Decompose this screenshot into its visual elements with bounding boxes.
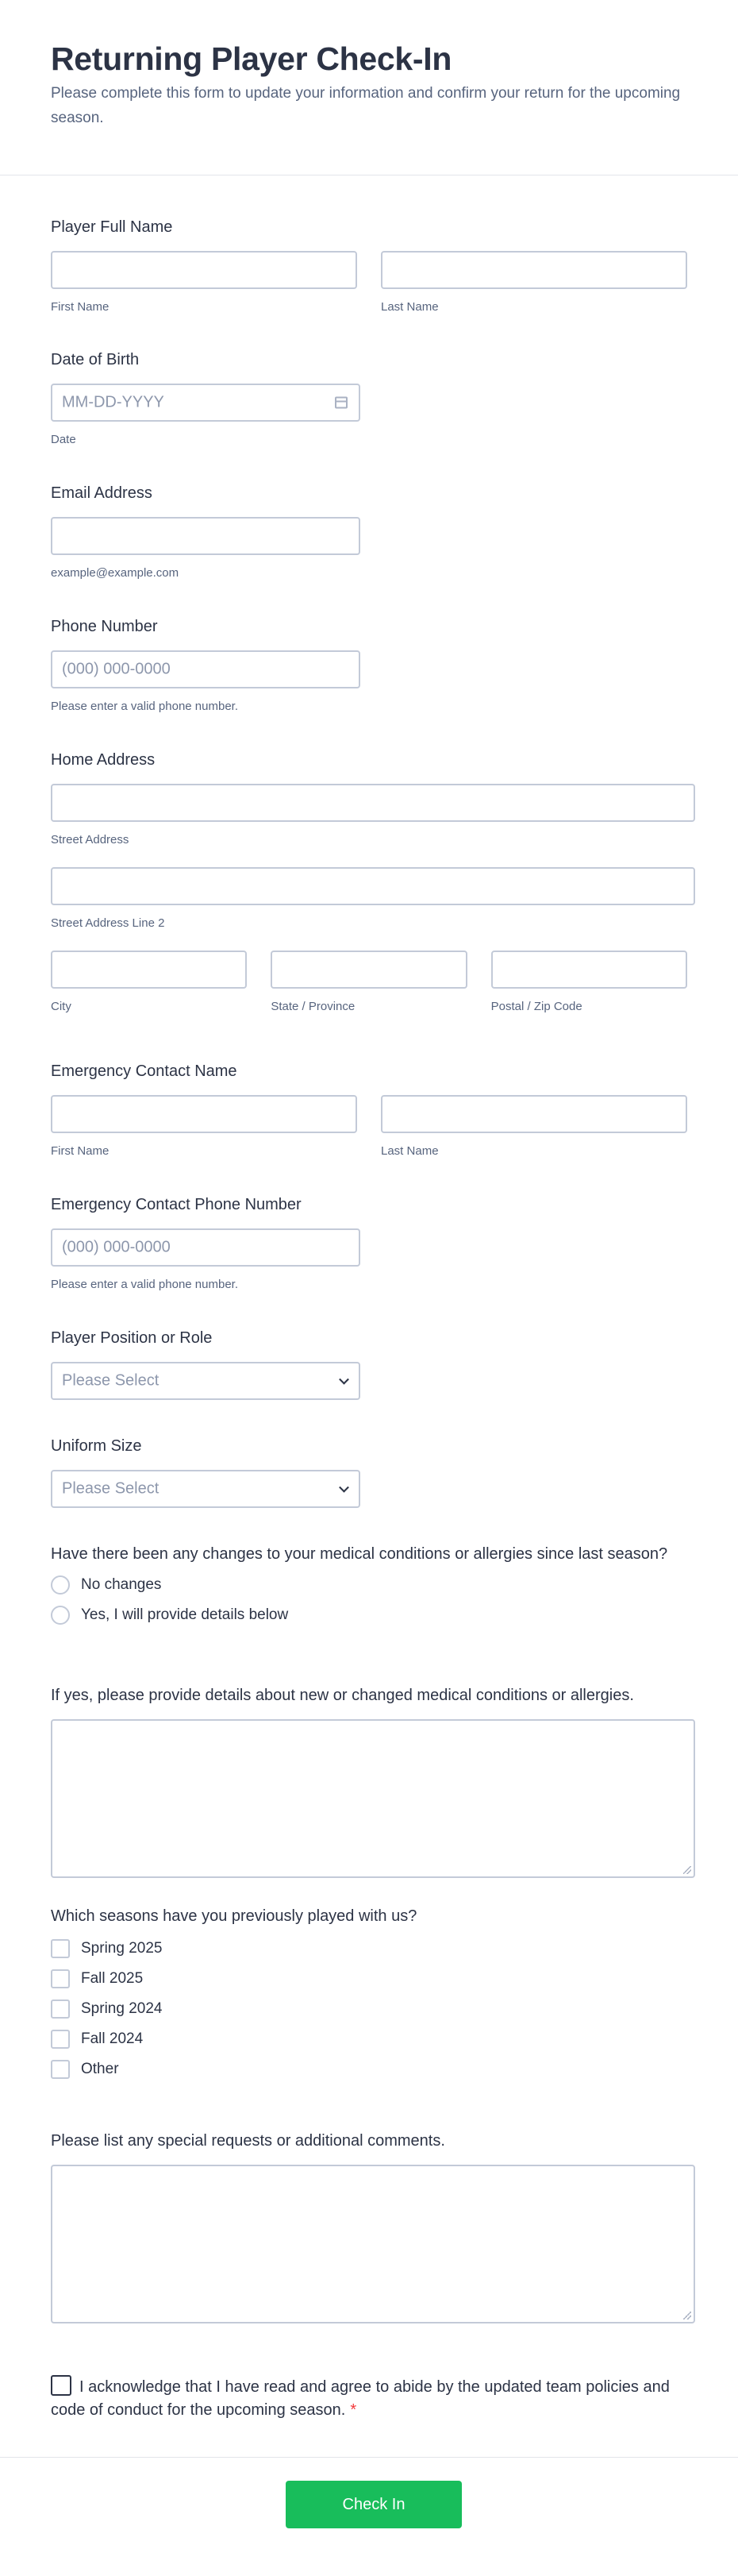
option-label: Fall 2024 xyxy=(81,2030,144,2047)
check-in-button[interactable]: Check In xyxy=(286,2481,462,2528)
zip-sublabel: Postal / Zip Code xyxy=(490,1000,582,1013)
phone-sublabel: Please enter a valid phone number. xyxy=(51,700,238,713)
medical-option-yes[interactable] xyxy=(51,1600,687,1630)
dob-label: Date of Birth xyxy=(51,351,140,368)
emergency-last-name-sublabel: Last Name xyxy=(381,1144,439,1158)
resize-handle-icon[interactable] xyxy=(683,2312,691,2320)
medical-details-textarea[interactable] xyxy=(51,1719,695,1878)
dob-question xyxy=(51,349,687,483)
position-placeholder: Please Select xyxy=(62,1371,160,1390)
player-name-question xyxy=(51,217,687,349)
address-question xyxy=(51,750,687,1061)
chevron-down-icon xyxy=(339,1375,349,1385)
option-label: No changes xyxy=(81,1576,162,1593)
medical-question xyxy=(51,1544,687,1685)
email-question xyxy=(51,483,687,616)
street-address-input[interactable] xyxy=(51,784,695,822)
required-mark: * xyxy=(350,2401,357,2419)
comments-label: Please list any special requests or additional comments. xyxy=(51,2132,445,2150)
emergency-phone-question xyxy=(51,1194,687,1328)
page-subtitle: Please complete this form to update your information and confirm your return for the upcoming season. xyxy=(51,85,681,126)
phone-placeholder: (000) 000-0000 xyxy=(62,660,171,678)
dob-input[interactable] xyxy=(51,384,360,422)
calendar-icon[interactable] xyxy=(335,397,348,409)
position-label: Player Position or Role xyxy=(51,1329,213,1347)
checkbox[interactable] xyxy=(51,1969,70,1988)
option-label: Fall 2025 xyxy=(81,1970,144,1987)
resize-handle-icon[interactable] xyxy=(683,1866,691,1874)
player-name-label: Player Full Name xyxy=(51,218,173,236)
emergency-name-label: Emergency Contact Name xyxy=(51,1062,237,1080)
medical-details-label: If yes, please provide details about new or changed medical conditions or allergies. xyxy=(51,1687,634,1704)
checkbox[interactable] xyxy=(51,2060,70,2079)
checkbox[interactable] xyxy=(51,1939,70,1958)
position-select[interactable] xyxy=(51,1362,360,1400)
uniform-label: Uniform Size xyxy=(51,1437,142,1455)
emergency-name-question xyxy=(51,1061,687,1194)
city-input[interactable] xyxy=(51,951,247,989)
option-label: Other xyxy=(81,2061,119,2077)
emergency-phone-placeholder: (000) 000-0000 xyxy=(62,1238,171,1256)
chevron-down-icon xyxy=(339,1483,349,1493)
acknowledge-text: I acknowledge that I have read and agree to abide by the updated team policies and code of conduct for the upcoming season. xyxy=(51,2378,670,2419)
emergency-phone-input[interactable] xyxy=(51,1228,360,1267)
state-input[interactable] xyxy=(271,951,467,989)
emergency-first-name-sublabel: First Name xyxy=(51,1144,110,1158)
phone-input[interactable] xyxy=(51,650,360,688)
season-option-spring-2025[interactable] xyxy=(51,1934,687,1964)
emergency-first-name-input[interactable] xyxy=(51,1095,357,1133)
option-label: Spring 2024 xyxy=(81,2000,163,2017)
seasons-question xyxy=(51,1906,687,2131)
season-option-fall-2025[interactable] xyxy=(51,1964,687,1994)
page-title: Returning Player Check-In xyxy=(51,40,452,77)
form-body xyxy=(0,175,738,2422)
street-address-2-sublabel: Street Address Line 2 xyxy=(51,916,165,930)
position-question xyxy=(51,1328,687,1436)
checkbox[interactable] xyxy=(51,1999,70,2019)
form-header xyxy=(0,0,738,175)
comments-textarea[interactable] xyxy=(51,2165,695,2323)
seasons-label: Which seasons have you previously played with us? xyxy=(51,1907,417,1925)
street-address-sublabel: Street Address xyxy=(51,833,129,846)
comments-question xyxy=(51,2131,687,2375)
acknowledge-checkbox[interactable] xyxy=(51,2375,71,2396)
radio-button[interactable] xyxy=(51,1606,70,1625)
player-last-name-sublabel: Last Name xyxy=(381,300,439,314)
acknowledge-question xyxy=(51,2375,670,2422)
uniform-select[interactable] xyxy=(51,1470,360,1508)
option-label: Yes, I will provide details below xyxy=(81,1606,289,1623)
option-label: Spring 2025 xyxy=(81,1940,163,1957)
acknowledge-checkbox-row[interactable] xyxy=(51,2375,670,2422)
phone-question xyxy=(51,616,687,750)
season-option-other[interactable] xyxy=(51,2054,687,2084)
dob-placeholder: MM-DD-YYYY xyxy=(62,393,164,411)
email-input[interactable] xyxy=(51,517,360,555)
state-sublabel: State / Province xyxy=(271,1000,356,1013)
city-sublabel: City xyxy=(51,1000,71,1013)
radio-button[interactable] xyxy=(51,1575,70,1595)
street-address-2-input[interactable] xyxy=(51,867,695,905)
dob-sublabel: Date xyxy=(51,433,76,446)
email-label: Email Address xyxy=(51,484,152,502)
zip-input[interactable] xyxy=(491,951,687,989)
emergency-phone-sublabel: Please enter a valid phone number. xyxy=(51,1278,238,1291)
address-label: Home Address xyxy=(51,751,156,769)
phone-label: Phone Number xyxy=(51,618,158,635)
medical-option-no-changes[interactable] xyxy=(51,1570,687,1600)
checkbox[interactable] xyxy=(51,2030,70,2049)
emergency-last-name-input[interactable] xyxy=(381,1095,687,1133)
medical-details-question xyxy=(51,1685,687,1906)
email-sublabel: example@example.com xyxy=(51,566,179,580)
medical-label: Have there been any changes to your medical conditions or allergies since last season? xyxy=(51,1545,668,1563)
emergency-phone-label: Emergency Contact Phone Number xyxy=(51,1196,302,1213)
player-last-name-input[interactable] xyxy=(381,251,687,289)
player-first-name-sublabel: First Name xyxy=(51,300,110,314)
uniform-question xyxy=(51,1436,687,1544)
uniform-placeholder: Please Select xyxy=(62,1479,160,1498)
season-option-fall-2024[interactable] xyxy=(51,2024,687,2054)
season-option-spring-2024[interactable] xyxy=(51,1994,687,2024)
player-first-name-input[interactable] xyxy=(51,251,357,289)
